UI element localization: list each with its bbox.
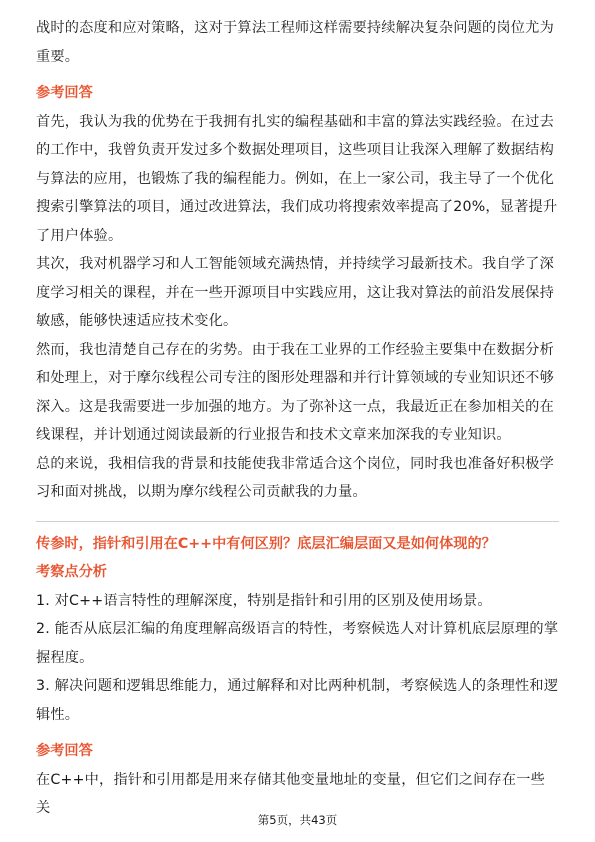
answer1-paragraph-2: 其次，我对机器学习和人工智能领域充满热情，并持续学习最新技术。我自学了深度学习相关的课程，并在一些开源项目中实践应用，这让我对算法的前沿发展保持敏感，能够快速适应技术变化。 <box>36 256 554 329</box>
answer1-heading: 参考回答 <box>36 85 93 101</box>
answer1-paragraph-1: 首先，我认为我的优势在于我拥有扎实的编程基础和丰富的算法实践经验。在过去的工作中，我曾负责开发过多个数据处理项目，这些项目让我深入理解了数据结构与算法的应用，也锻炼了我的编程能力。例如，在上一家公司，我主导了一个优化搜索引擎算法的项目，通过改进算法，我们成功将搜索效率提高了20%，显著提升了用户体验。 <box>36 113 558 244</box>
analysis-item-3: 3. 解决问题和逻辑思维能力，通过解释和对比两种机制，考察候选人的条理性和逻辑性。 <box>36 678 559 723</box>
answer1-paragraph-4: 总的来说，我相信我的背景和技能使我非常适合这个岗位，同时我也准备好积极学习和面对挑战，以期为摩尔线程公司贡献我的力量。 <box>36 455 554 500</box>
answer2-heading: 参考回答 <box>36 743 93 759</box>
page-number: 第5页，共43页 <box>257 813 338 827</box>
document-page <box>36 14 559 823</box>
analysis-item-2: 2. 能否从底层汇编的角度理解高级语言的特性，考察候选人对计算机底层原理的掌握程度。 <box>36 621 559 666</box>
answer1-paragraph-3: 然而，我也清楚自己存在的劣势。由于我在工业界的工作经验主要集中在数据分析和处理上，对于摩尔线程公司专注的图形处理器和并行计算领域的专业知识还不够深入。这是我需要进一步加强的地方。为了弥补这一点，我最近正在参加相关的在线课程，并计划通过阅读最新的行业报告和技术文章来加深我的专业知识。 <box>36 341 554 443</box>
intro-paragraph: 战时的态度和应对策略，这对于算法工程师这样需要持续解决复杂问题的岗位尤为重要。 <box>36 20 554 65</box>
answer2-paragraph: 在C++中，指针和引用都是用来存储其他变量地址的变量，但它们之间存在一些关 <box>36 771 546 816</box>
section-divider <box>36 521 559 522</box>
question-title: 传参时，指针和引用在C++中有何区别？底层汇编层面又是如何体现的？ <box>36 535 496 552</box>
analysis-heading: 考察点分析 <box>36 564 107 580</box>
analysis-item-1: 1. 对C++语言特性的理解深度，特别是指针和引用的区别及使用场景。 <box>36 592 492 609</box>
